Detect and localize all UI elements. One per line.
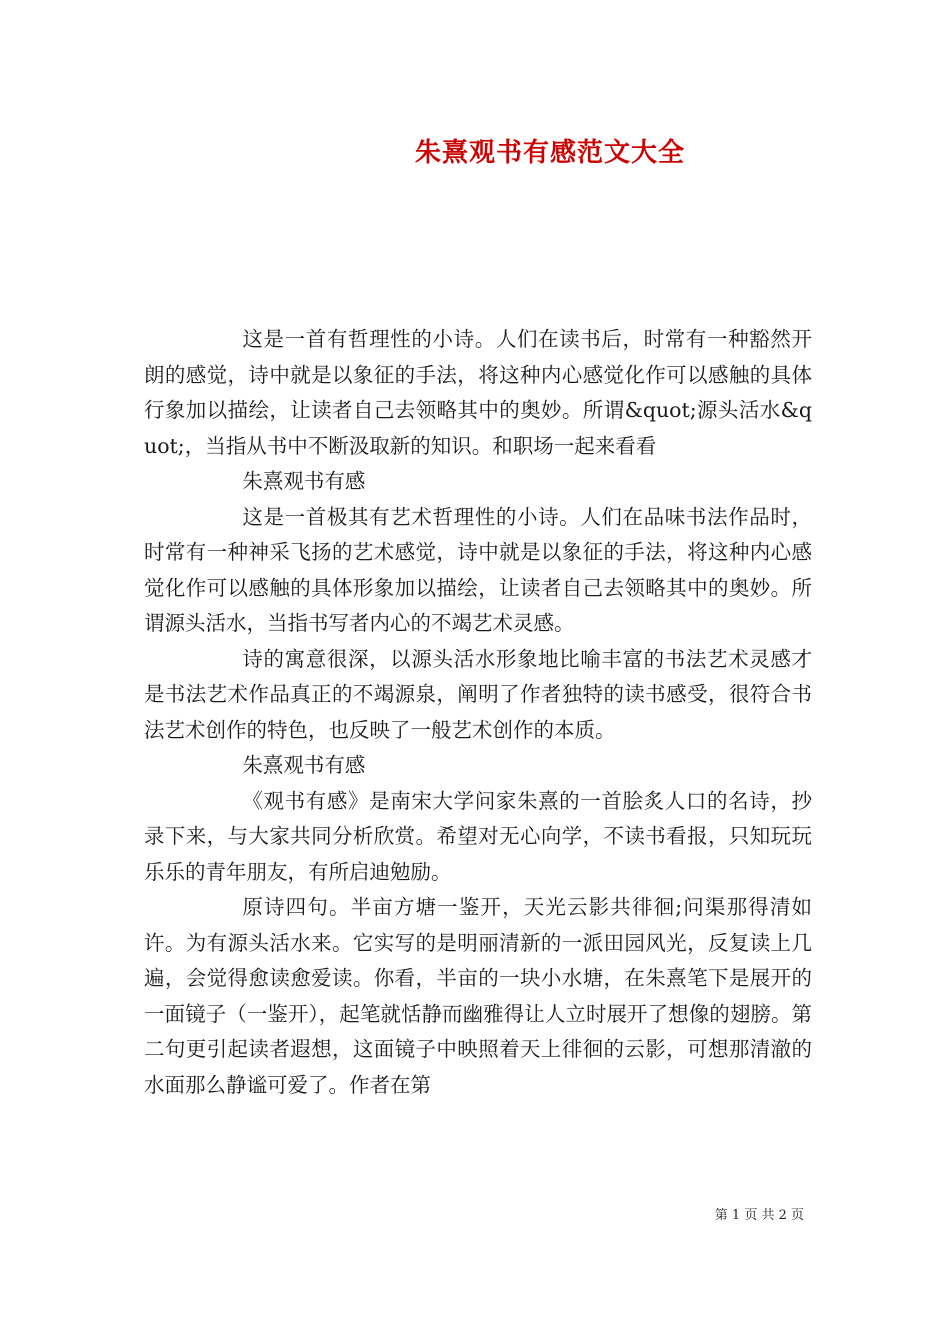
document-title: 朱熹观书有感范文大全 bbox=[414, 138, 685, 168]
paragraph: 原诗四句。半亩方塘一鉴开，天光云影共徘徊;问渠那得清如许。为有源头活水来。它实写的是明丽清新的一派田园风光，反复读上几遍，会觉得愈读愈爱读。你看，半亩的一块小水塘，在朱熹笔下是展开的一面镜子（一鉴开），起笔就恬静而幽雅得让人立时展开了想像的翅膀。第二句更引起读者遐想，这面镜子中映照着天上徘徊的云影，可想那清澈的水面那么静谧可爱了。作者在第 bbox=[144, 895, 812, 1097]
section-heading: 朱熹观书有感 bbox=[242, 753, 366, 777]
section-heading: 朱熹观书有感 bbox=[242, 469, 366, 493]
paragraph-intro: 这是一首有哲理性的小诗。人们在读书后，时常有一种豁然开朗的感觉，诗中就是以象征的手法，将这种内心感觉化作可以感触的具体行象加以描绘，让读者自己去领略其中的奥妙。所谓&quot;源头活水&quot;，当指从书中不断汲取新的知识。和职场一起来看看 bbox=[144, 327, 812, 458]
paragraph: 诗的寓意很深，以源头活水形象地比喻丰富的书法艺术灵感才是书法艺术作品真正的不竭源泉，阐明了作者独特的读书感受，很符合书法艺术创作的特色，也反映了一般艺术创作的本质。 bbox=[144, 646, 812, 742]
paragraph: 《观书有感》是南宋大学问家朱熹的一首脍炙人口的名诗，抄录下来，与大家共同分析欣赏。希望对无心向学，不读书看报，只知玩玩乐乐的青年朋友，有所启迪勉励。 bbox=[144, 788, 812, 884]
document-body bbox=[144, 322, 812, 1103]
paragraph: 这是一首极其有艺术哲理性的小诗。人们在品味书法作品时，时常有一种神采飞扬的艺术感觉，诗中就是以象征的手法，将这种内心感觉化作可以感触的具体形象加以描绘，让读者自己去领略其中的奥妙。所谓源头活水，当指书写者内心的不竭艺术灵感。 bbox=[144, 504, 812, 635]
page-number: 第 1 页 共 2 页 bbox=[714, 1208, 804, 1223]
